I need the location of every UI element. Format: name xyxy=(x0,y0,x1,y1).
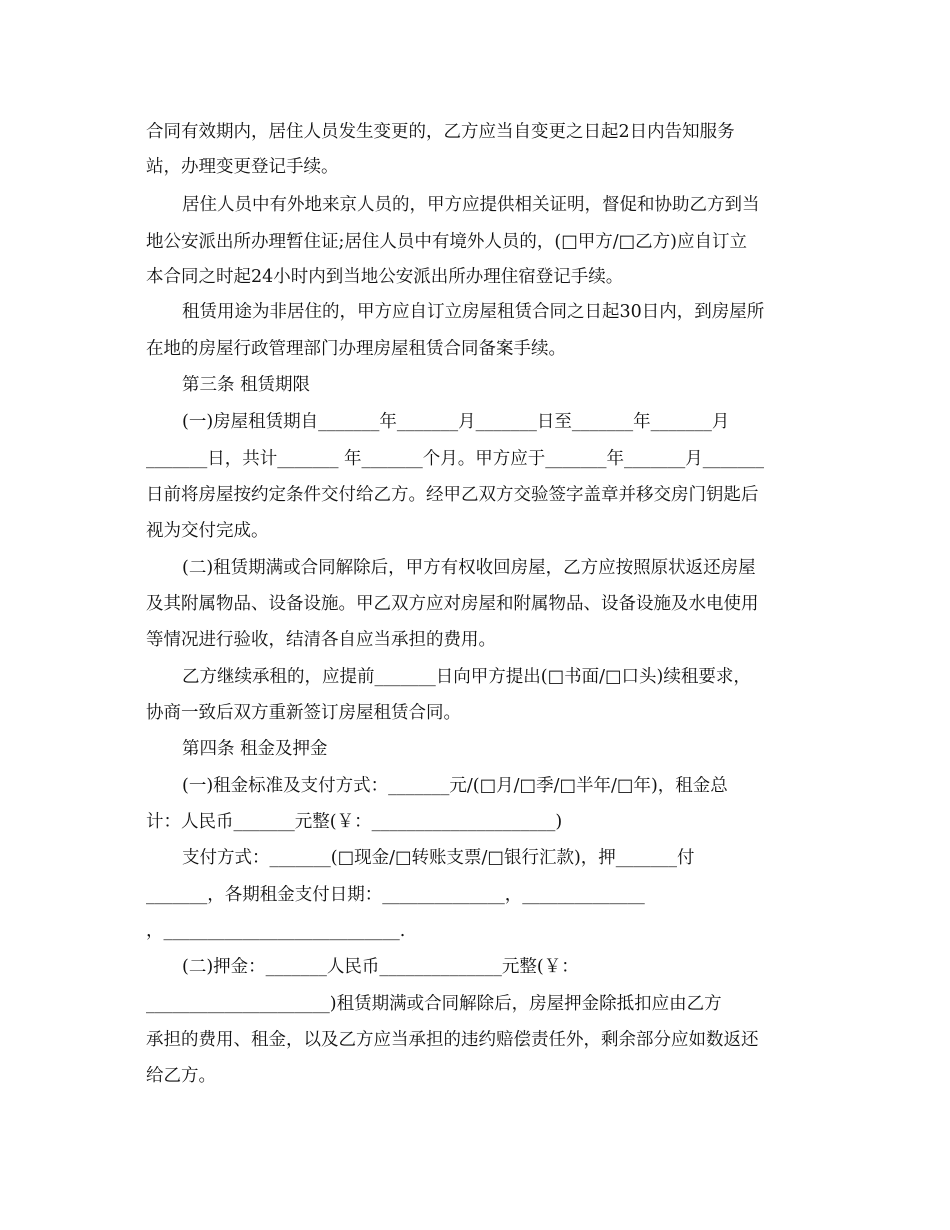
body-line-2: 站，办理变更登记手续。 xyxy=(146,157,339,177)
body-line-21: 支付方式：_______(□现金/□转账支票/□银行汇款)，押_______付 xyxy=(182,848,695,868)
body-line-20: 计：人民币_______元整(￥：_____________________) xyxy=(146,812,563,832)
body-line-5: 本合同之时起24小时内到当地公安派出所办理住宿登记手续。 xyxy=(146,267,624,287)
body-line-9: (一)房屋租赁期自_______年_______月_______日至_______年_______月 xyxy=(182,412,730,432)
body-line-12: 视为交付完成。 xyxy=(146,521,269,541)
section-heading-4: 第四条 租金及押金 xyxy=(182,739,328,759)
body-line-17: 协商一致后双方重新签订房屋租赁合同。 xyxy=(146,703,461,723)
section-heading-3: 第三条 租赁期限 xyxy=(182,375,311,395)
body-line-11: 日前将房屋按约定条件交付给乙方。经甲乙双方交验签字盖章并移交房门钥匙后 xyxy=(146,485,759,505)
body-line-24: (二)押金：_______人民币______________元整(￥： xyxy=(182,957,579,977)
body-line-16: 乙方继续承租的，应提前_______日向甲方提出(□书面/□口头)续租要求， xyxy=(182,667,751,687)
body-line-14: 及其附属物品、设备设施。甲乙双方应对房屋和附属物品、设备设施及水电使用 xyxy=(146,594,759,614)
body-line-26: 承担的费用、租金，以及乙方应当承担的违约赔偿责任外，剩余部分应如数返还 xyxy=(146,1030,759,1050)
body-line-19: (一)租金标准及支付方式：_______元/(□月/□季/□半年/□年)，租金总 xyxy=(182,776,728,796)
body-line-15: 等情况进行验收，结清各自应当承担的费用。 xyxy=(146,630,496,650)
body-line-4: 地公安派出所办理暂住证;居住人员中有境外人员的，(□甲方/□乙方)应自订立 xyxy=(146,232,748,252)
body-line-27: 给乙方。 xyxy=(146,1066,216,1086)
body-line-7: 在地的房屋行政管理部门办理房屋租赁合同备案手续。 xyxy=(146,339,566,359)
body-line-25: _____________________)租赁期满或合同解除后，房屋押金除抵扣应由乙方 xyxy=(146,994,722,1014)
body-line-3: 居住人员中有外地来京人员的，甲方应提供相关证明，督促和协助乙方到当 xyxy=(182,195,760,215)
body-line-13: (二)租赁期满或合同解除后，甲方有权收回房屋，乙方应按照原状返还房屋 xyxy=(182,558,756,578)
body-line-1: 合同有效期内，居住人员发生变更的，乙方应当自变更之日起2日内告知服务 xyxy=(146,122,735,142)
body-line-10: _______日，共计_______ 年_______个月。甲方应于_______年_______月_______ xyxy=(146,449,765,469)
body-line-23: ，___________________________. xyxy=(146,921,406,941)
body-line-6: 租赁用途为非居住的，甲方应自订立房屋租赁合同之日起30日内，到房屋所 xyxy=(182,302,765,322)
body-line-22: _______，各期租金支付日期：______________，______________ xyxy=(146,885,645,905)
